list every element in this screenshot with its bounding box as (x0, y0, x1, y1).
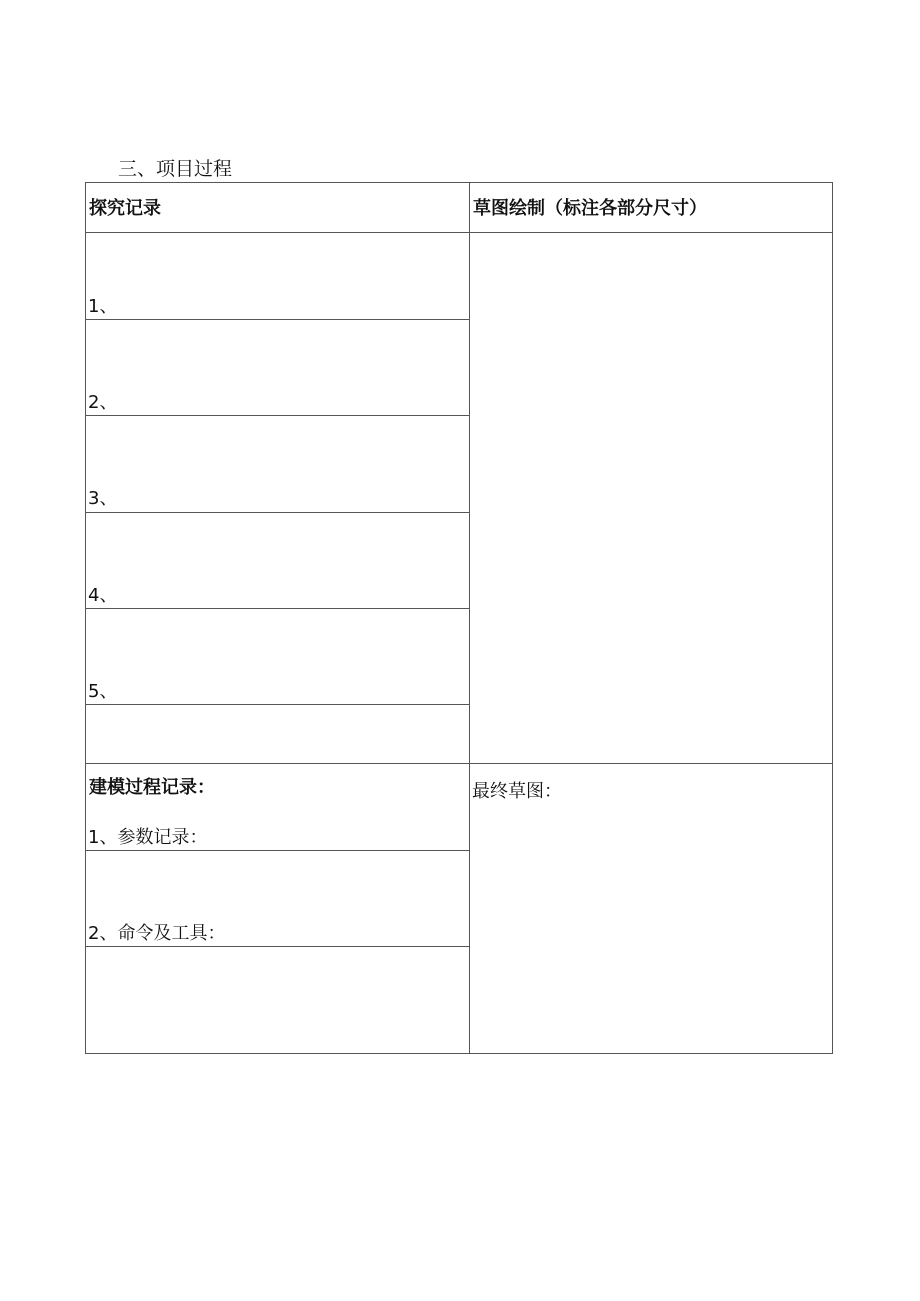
parameter-record-label: 1、参数记录： (88, 827, 208, 848)
sketch-drawing-header: 草图绘制（标注各部分尺寸） (473, 198, 707, 219)
modeling-record-title: 建模过程记录： (89, 777, 215, 798)
row-divider (86, 415, 469, 416)
row-divider (86, 608, 469, 609)
explore-row-2-label: 2、 (88, 392, 118, 413)
row-divider (86, 850, 469, 851)
column-divider (469, 183, 470, 1053)
explore-row-1-label: 1、 (88, 296, 118, 317)
row-divider (86, 946, 469, 947)
row-divider (86, 512, 469, 513)
row-divider (86, 319, 469, 320)
row-divider (86, 704, 469, 705)
section-divider (86, 763, 832, 764)
explore-row-5-label: 5、 (88, 681, 118, 702)
command-tool-label: 2、命令及工具： (88, 923, 226, 944)
explore-record-header: 探究记录 (89, 198, 161, 219)
header-divider (86, 232, 832, 233)
explore-row-3-label: 3、 (88, 488, 118, 509)
project-process-table (85, 182, 833, 1054)
explore-row-4-label: 4、 (88, 585, 118, 606)
section-title: 三、项目过程 (118, 158, 233, 180)
final-sketch-label: 最终草图： (472, 781, 562, 802)
